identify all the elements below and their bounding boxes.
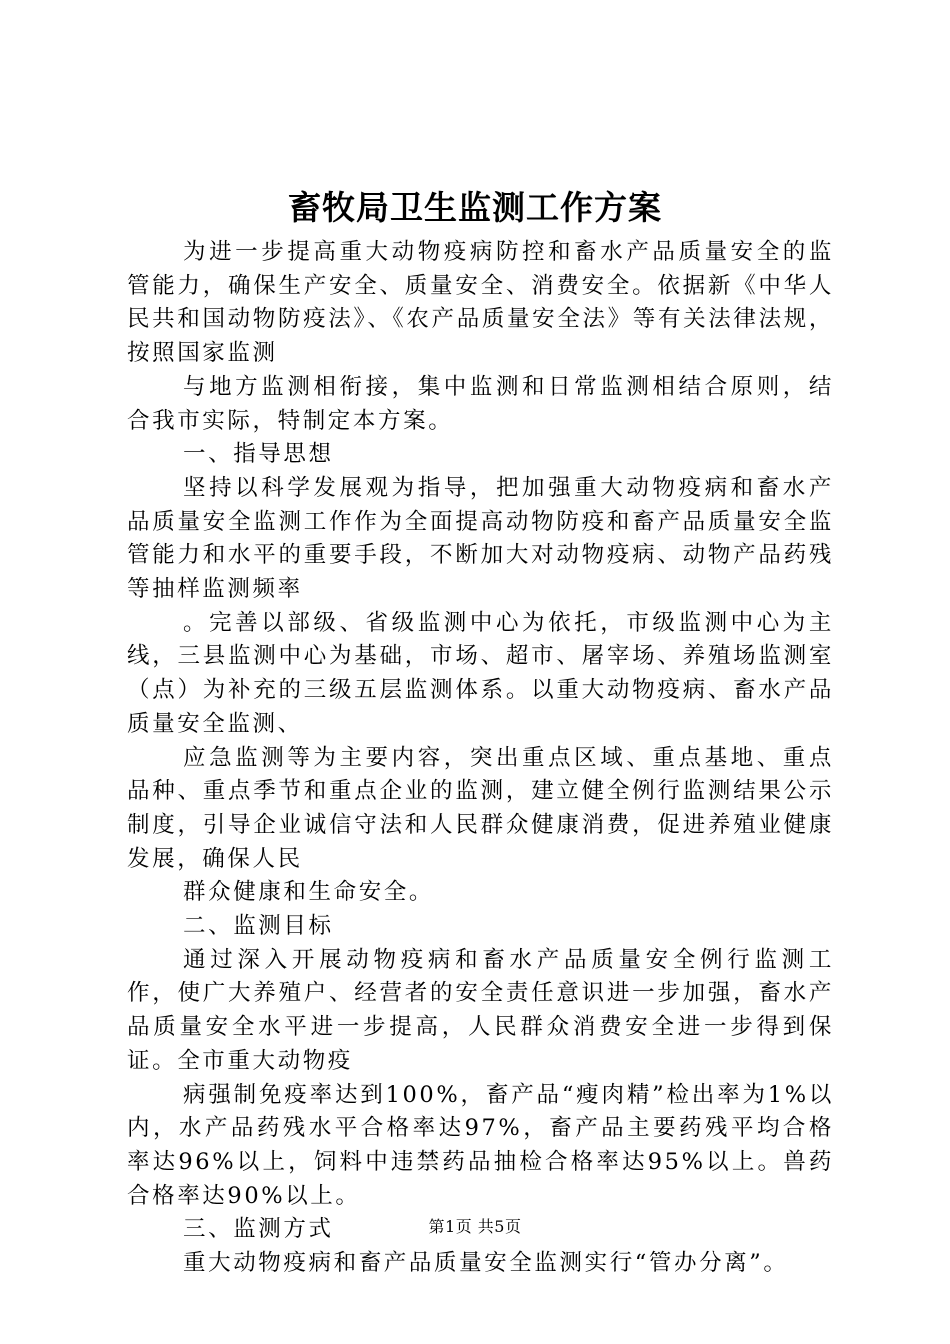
section-heading-monitoring-methods: 三、监测方式 (183, 1216, 334, 1243)
paragraph-3: 坚持以科学发展观为指导，把加强重大动物疫病和畜水产品质量安全监测工作作为全面提高动物防疫和畜产品质量安全监管能力和水平的重要手段，不断加大对动物疫病、动物产品药残等抽样监测频率 (127, 474, 834, 603)
paragraph-7: 通过深入开展动物疫病和畜水产品质量安全例行监测工作，使广大养殖户、经营者的安全责任意识进一步加强，畜水产品质量安全水平进一步提高，人民群众消费安全进一步得到保证。全市重大动物疫 (127, 946, 834, 1074)
paragraph-1: 为进一步提高重大动物疫病防控和畜水产品质量安全的监管能力，确保生产安全、质量安全、消费安全。依据新《中华人民共和国动物防疫法》、《农产品质量安全法》等有关法律法规，按照国家监测 (127, 239, 834, 367)
page-footer: 第1页 共5页 (428, 1217, 522, 1236)
paragraph-4: 。完善以部级、省级监测中心为依托，市级监测中心为主线，三县监测中心为基础，市场、超市、屠宰场、养殖场监测室（点）为补充的三级五层监测体系。以重大动物疫病、畜水产品质量安全监测、 (127, 609, 834, 737)
paragraph-9: 重大动物疫病和畜产品质量安全监测实行“管办分离”。 (183, 1250, 789, 1277)
paragraph-5: 应急监测等为主要内容，突出重点区域、重点基地、重点品种、重点季节和重点企业的监测，建立健全例行监测结果公示制度，引导企业诚信守法和人民群众健康消费，促进养殖业健康发展，确保人民 (127, 744, 834, 872)
paragraph-6: 群众健康和生命安全。 (183, 879, 435, 906)
section-heading-monitoring-goals: 二、监测目标 (183, 913, 334, 940)
paragraph-2: 与地方监测相衔接，集中监测和日常监测相结合原则，结合我市实际，特制定本方案。 (127, 373, 834, 434)
section-heading-guiding-ideology: 一、指导思想 (183, 441, 334, 468)
paragraph-8: 病强制免疫率达到100%，畜产品“瘦肉精”检出率为1%以内，水产品药残水平合格率达97%，畜产品主要药残平均合格率达96%以上，饲料中违禁药品抽检合格率达95%以上。兽药合格率达90%以上。 (127, 1081, 834, 1209)
document-title: 畜牧局卫生监测工作方案 (288, 188, 662, 227)
document-body (127, 236, 834, 1281)
